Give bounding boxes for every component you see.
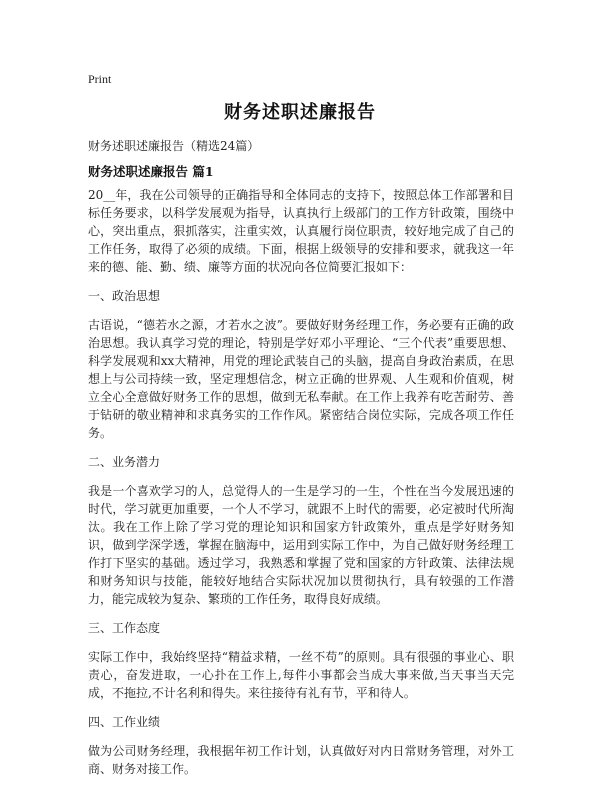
heading-business-ability: 二、业务潜力 — [88, 455, 161, 469]
heading-political-thought: 一、政治思想 — [88, 289, 161, 303]
business-ability-paragraph: 我是一个喜欢学习的人，总觉得人的一生是学习的一生，个性在当今发展迅速的时代，学习就更加重要，一个人不学习，就跟不上时代的需要，必定被时代所淘汰。我在工作上除了学习党的理论知识和国家方针政策外，重点是学好财务知识，做到学深学透，掌握在脑海中，运用到实际工作中，为自己做好财务经理工作打下坚实的基础。透过学习，我熟悉和掌握了党和国家的方针政策、法律法规和财务知识与技能，能较好地结合实际状况加以贯彻执行，具有较强的工作潜力，能完成较为复杂、繁琐的工作任务，取得良好成绩。 — [88, 484, 514, 606]
section-heading: 财务述职述廉报告 篇1 — [88, 164, 214, 179]
work-performance-paragraph: 做为公司财务经理，我根据年初工作计划，认真做好对内日常财务管理，对外工商、财务对接工作。 — [88, 744, 514, 776]
document-subtitle: 财务述职述廉报告（精选24篇） — [88, 139, 260, 153]
intro-paragraph: 20__年，我在公司领导的正确指导和全体同志的支持下，按照总体工作部署和目标任务要求，以科学发展观为指导，认真执行上级部门的工作方针政策，围绕中心，突出重点，狠抓落实，注重实效，认真履行岗位职责，较好地完成了自己的工作任务，取得了必须的成绩。下面，根据上级领导的安排和要求，就我这一年来的德、能、勤、绩、廉等方面的状况向各位简要汇报如下： — [88, 188, 514, 274]
page-title: 财务述职述廉报告 — [224, 102, 376, 123]
print-label[interactable]: Print — [88, 72, 112, 86]
heading-work-attitude: 三、工作态度 — [88, 621, 161, 635]
political-thought-paragraph: 古语说，“德若水之源，才若水之波”。要做好财务经理工作，务必要有正确的政治思想。我认真学习党的理论，特别是学好邓小平理论、“三个代表”重要思想、科学发展观和xx大精神，用党的理论武装自己的头脑，提高自身政治素质，在思想上与公司持续一致，坚定理想信念，树立正确的世界观、人生观和价值观，树立全心全意做好财务工作的思想，做到无私奉献。在工作上我养有吃苦耐劳、善于钻研的敬业精神和求真务实的工作作风。紧密结合岗位实际，完成各项工作任务。 — [88, 318, 514, 440]
work-attitude-paragraph: 实际工作中，我始终坚持“精益求精，一丝不苟”的原则。具有很强的事业心、职责心，奋发进取，一心扑在工作上,每件小事都会当成大事来做,当天事当天完成，不拖拉,不计名利和得失。来往接待有礼有节，平和待人。 — [88, 650, 514, 700]
heading-work-performance: 四、工作业绩 — [88, 715, 161, 729]
document-body — [88, 186, 514, 789]
